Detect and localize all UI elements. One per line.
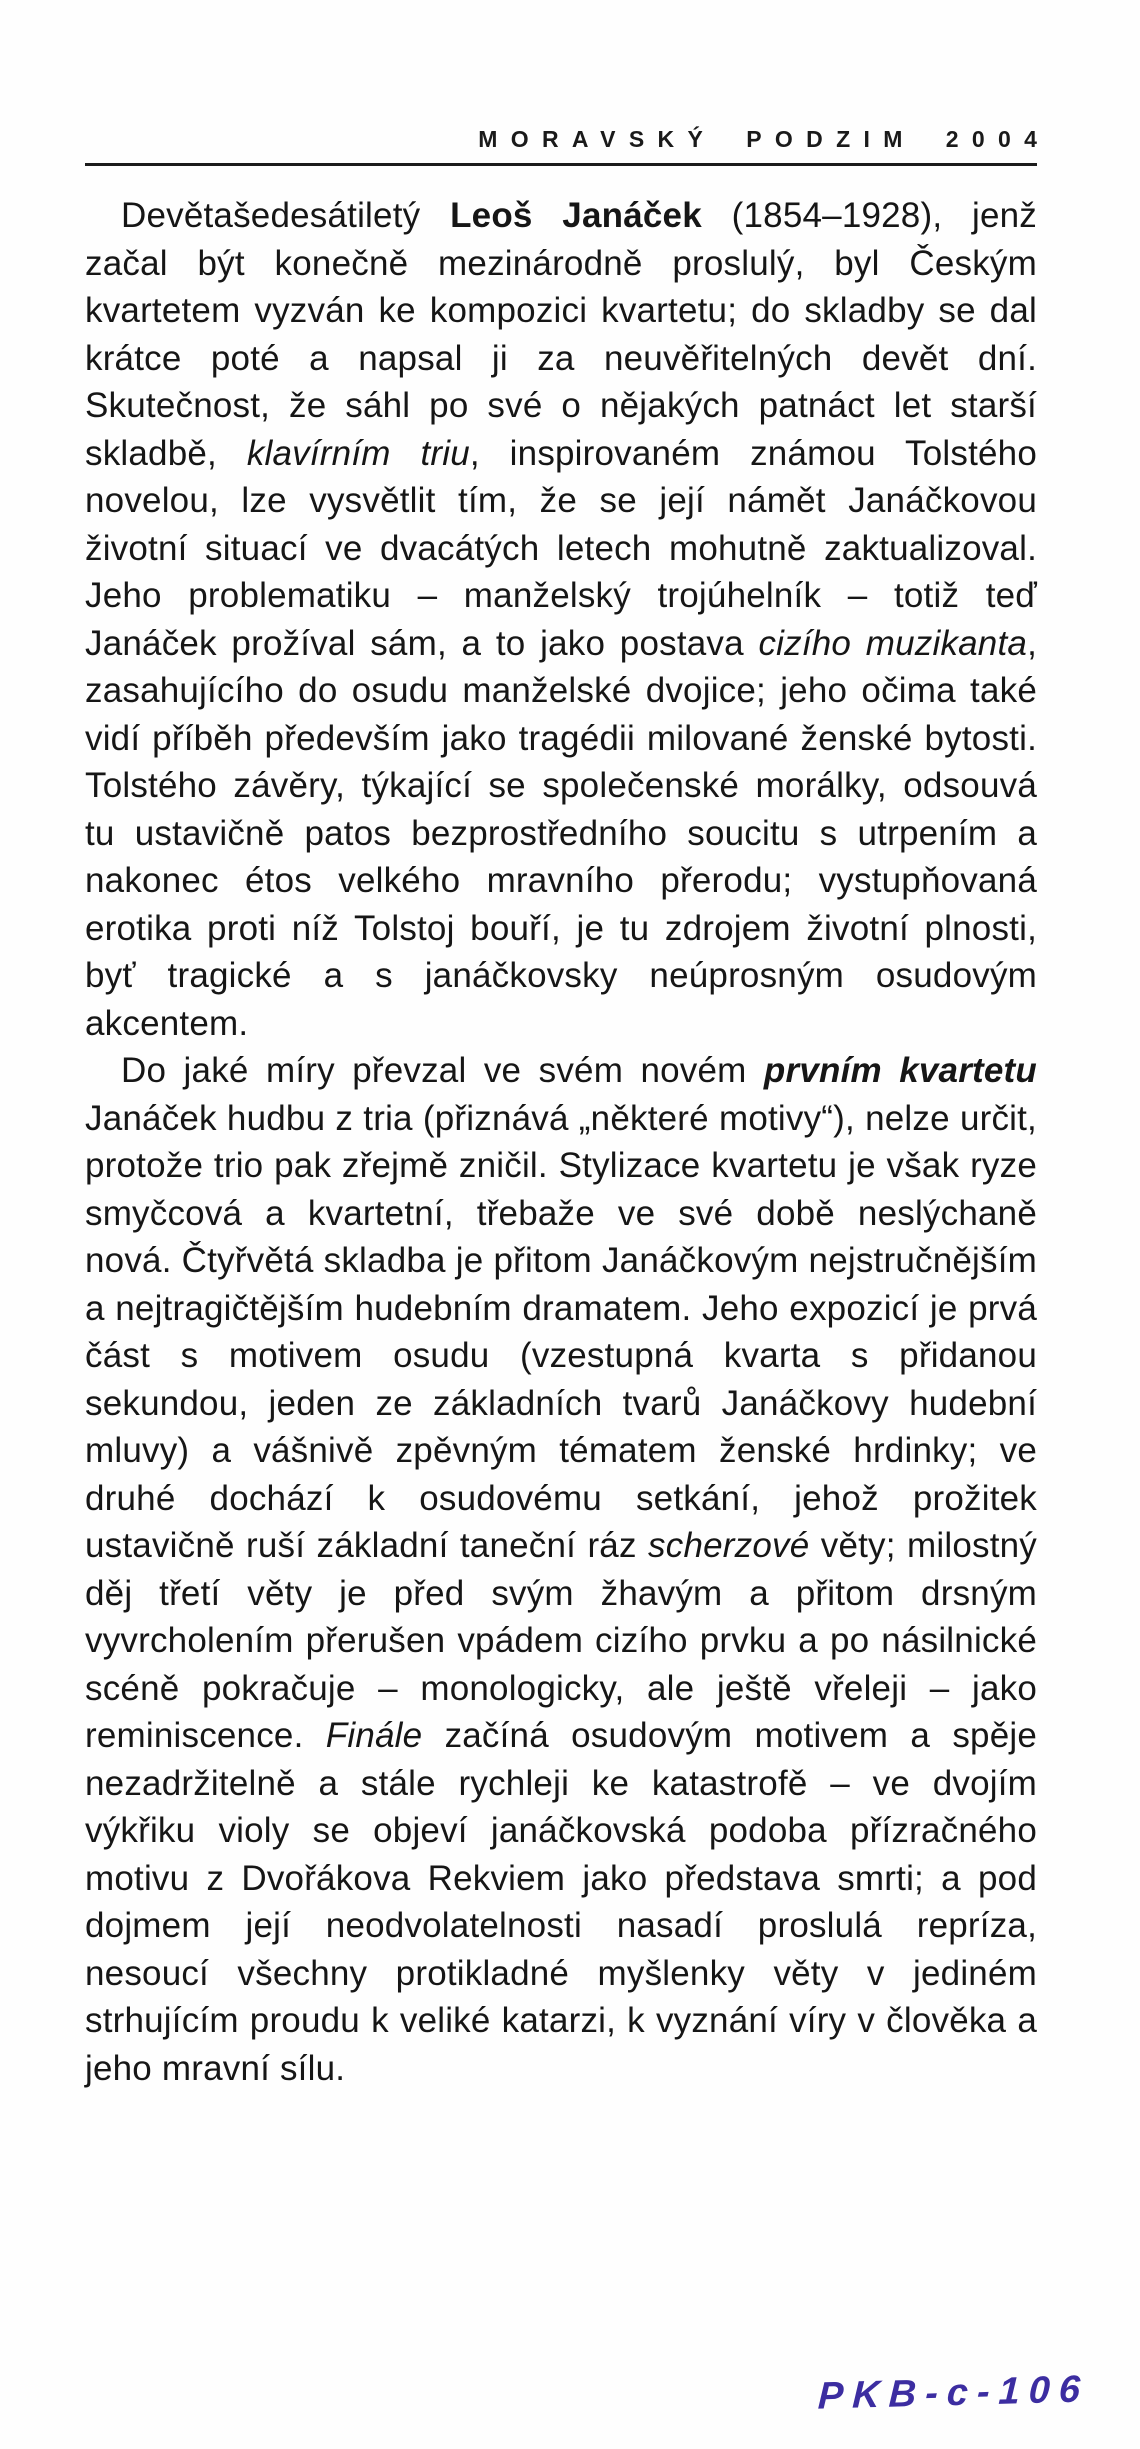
paragraph bbox=[85, 192, 1037, 1047]
text-segment: Devětašedesátiletý bbox=[121, 196, 451, 235]
text-segment: věty; milostný děj třetí věty je před svým žhavým a přitom drsným vyvrcholením přerušen vpádem cizího prvku a po násilnické scéně pokračuje – monologicky, ale ještě vřeleji – jako reminiscence. bbox=[85, 1526, 1037, 1755]
header-rule bbox=[85, 163, 1037, 166]
text-segment: Janáček hudbu z tria (přiznává „některé motivy“), nelze určit, protože trio pak zřejmě zničil. Stylizace kvartetu je však ryze smyčcová a kvartetní, třebaže ve své době neslýchaně nová. Čtyřvětá skladba je přitom Janáčkovým nejstručnějším a nejtragičtějším hudebním dramatem. Jeho expozicí je prvá část s motivem osudu (vzestupná kvarta s přidanou sekundou, jeden ze základních tvarů Janáčkovy hudební mluvy) a vášnivě zpěvným tématem ženské hrdinky; ve druhé dochází k osudovému setkání, jehož prožitek ustavičně ruší základní taneční ráz bbox=[85, 1098, 1037, 1565]
paragraph bbox=[85, 1047, 1037, 2092]
text-segment: scherzové bbox=[648, 1526, 810, 1565]
handwritten-shelf-mark: PKB-c-106 bbox=[817, 2368, 1090, 2418]
running-head-title: MORAVSKÝ PODZIM 2004 bbox=[478, 126, 1051, 152]
text-segment: začíná osudovým motivem a spěje nezadržitelně a stále rychleji ke katastrofě – ve dvojím výkřiku violy se objeví janáčkovská podoba přízračného motivu z Dvořákova Rekviem jako představa smrti; a pod dojmem její neodvolatelnosti nasadí proslulá repríza, nesoucí všechny protikladné myšlenky věty v jediném strhujícím proudu k veliké katarzi, k vyznání víry v člověka a jeho mravní sílu. bbox=[85, 1716, 1038, 2088]
text-segment: klavírním triu bbox=[246, 433, 470, 473]
text-segment: (1854–1928), jenž začal být konečně mezinárodně proslulý, byl Českým kvartetem vyzván ke kompozici kvartetu; do skladby se dal krátce poté a napsal ji za neuvěřitelných devět dní. Skutečnost, že sáhl po své o nějakých patnáct let starší skladbě, bbox=[85, 196, 1038, 473]
article-body bbox=[85, 192, 1037, 2092]
text-segment: , zasahujícího do osudu manželské dvojice; jeho očima také vidí příběh především jako tragédii milované ženské bytosti. Tolstého závěry, týkající se společenské morálky, odsouvá tu ustavičně patos bezprostředního soucitu s utrpením a nakonec étos velkého mravního přerodu; vystupňovaná erotika proti níž Tolstoj bouří, je tu zdrojem životní plnosti, byť tragické a s janáčkovsky neúprosným osudovým akcentem. bbox=[85, 623, 1038, 1043]
text-segment: prvním kvartetu bbox=[763, 1051, 1037, 1090]
text-segment: Finále bbox=[325, 1716, 423, 1755]
text-segment: cizího muzikanta bbox=[758, 623, 1028, 663]
text-segment: , inspirovaném známou Tolstého novelou, lze vysvětlit tím, že se její námět Janáčkovou životní situací ve dvacátých letech mohutně zaktualizoval. Jeho problematiku – manželský trojúhelník – totiž teď Janáček prožíval sám, a to jako postava bbox=[85, 433, 1037, 663]
text-block bbox=[85, 126, 1051, 2092]
text-segment: Do jaké míry převzal ve svém novém bbox=[121, 1051, 764, 1090]
text-segment: Leoš Janáček bbox=[450, 196, 702, 235]
